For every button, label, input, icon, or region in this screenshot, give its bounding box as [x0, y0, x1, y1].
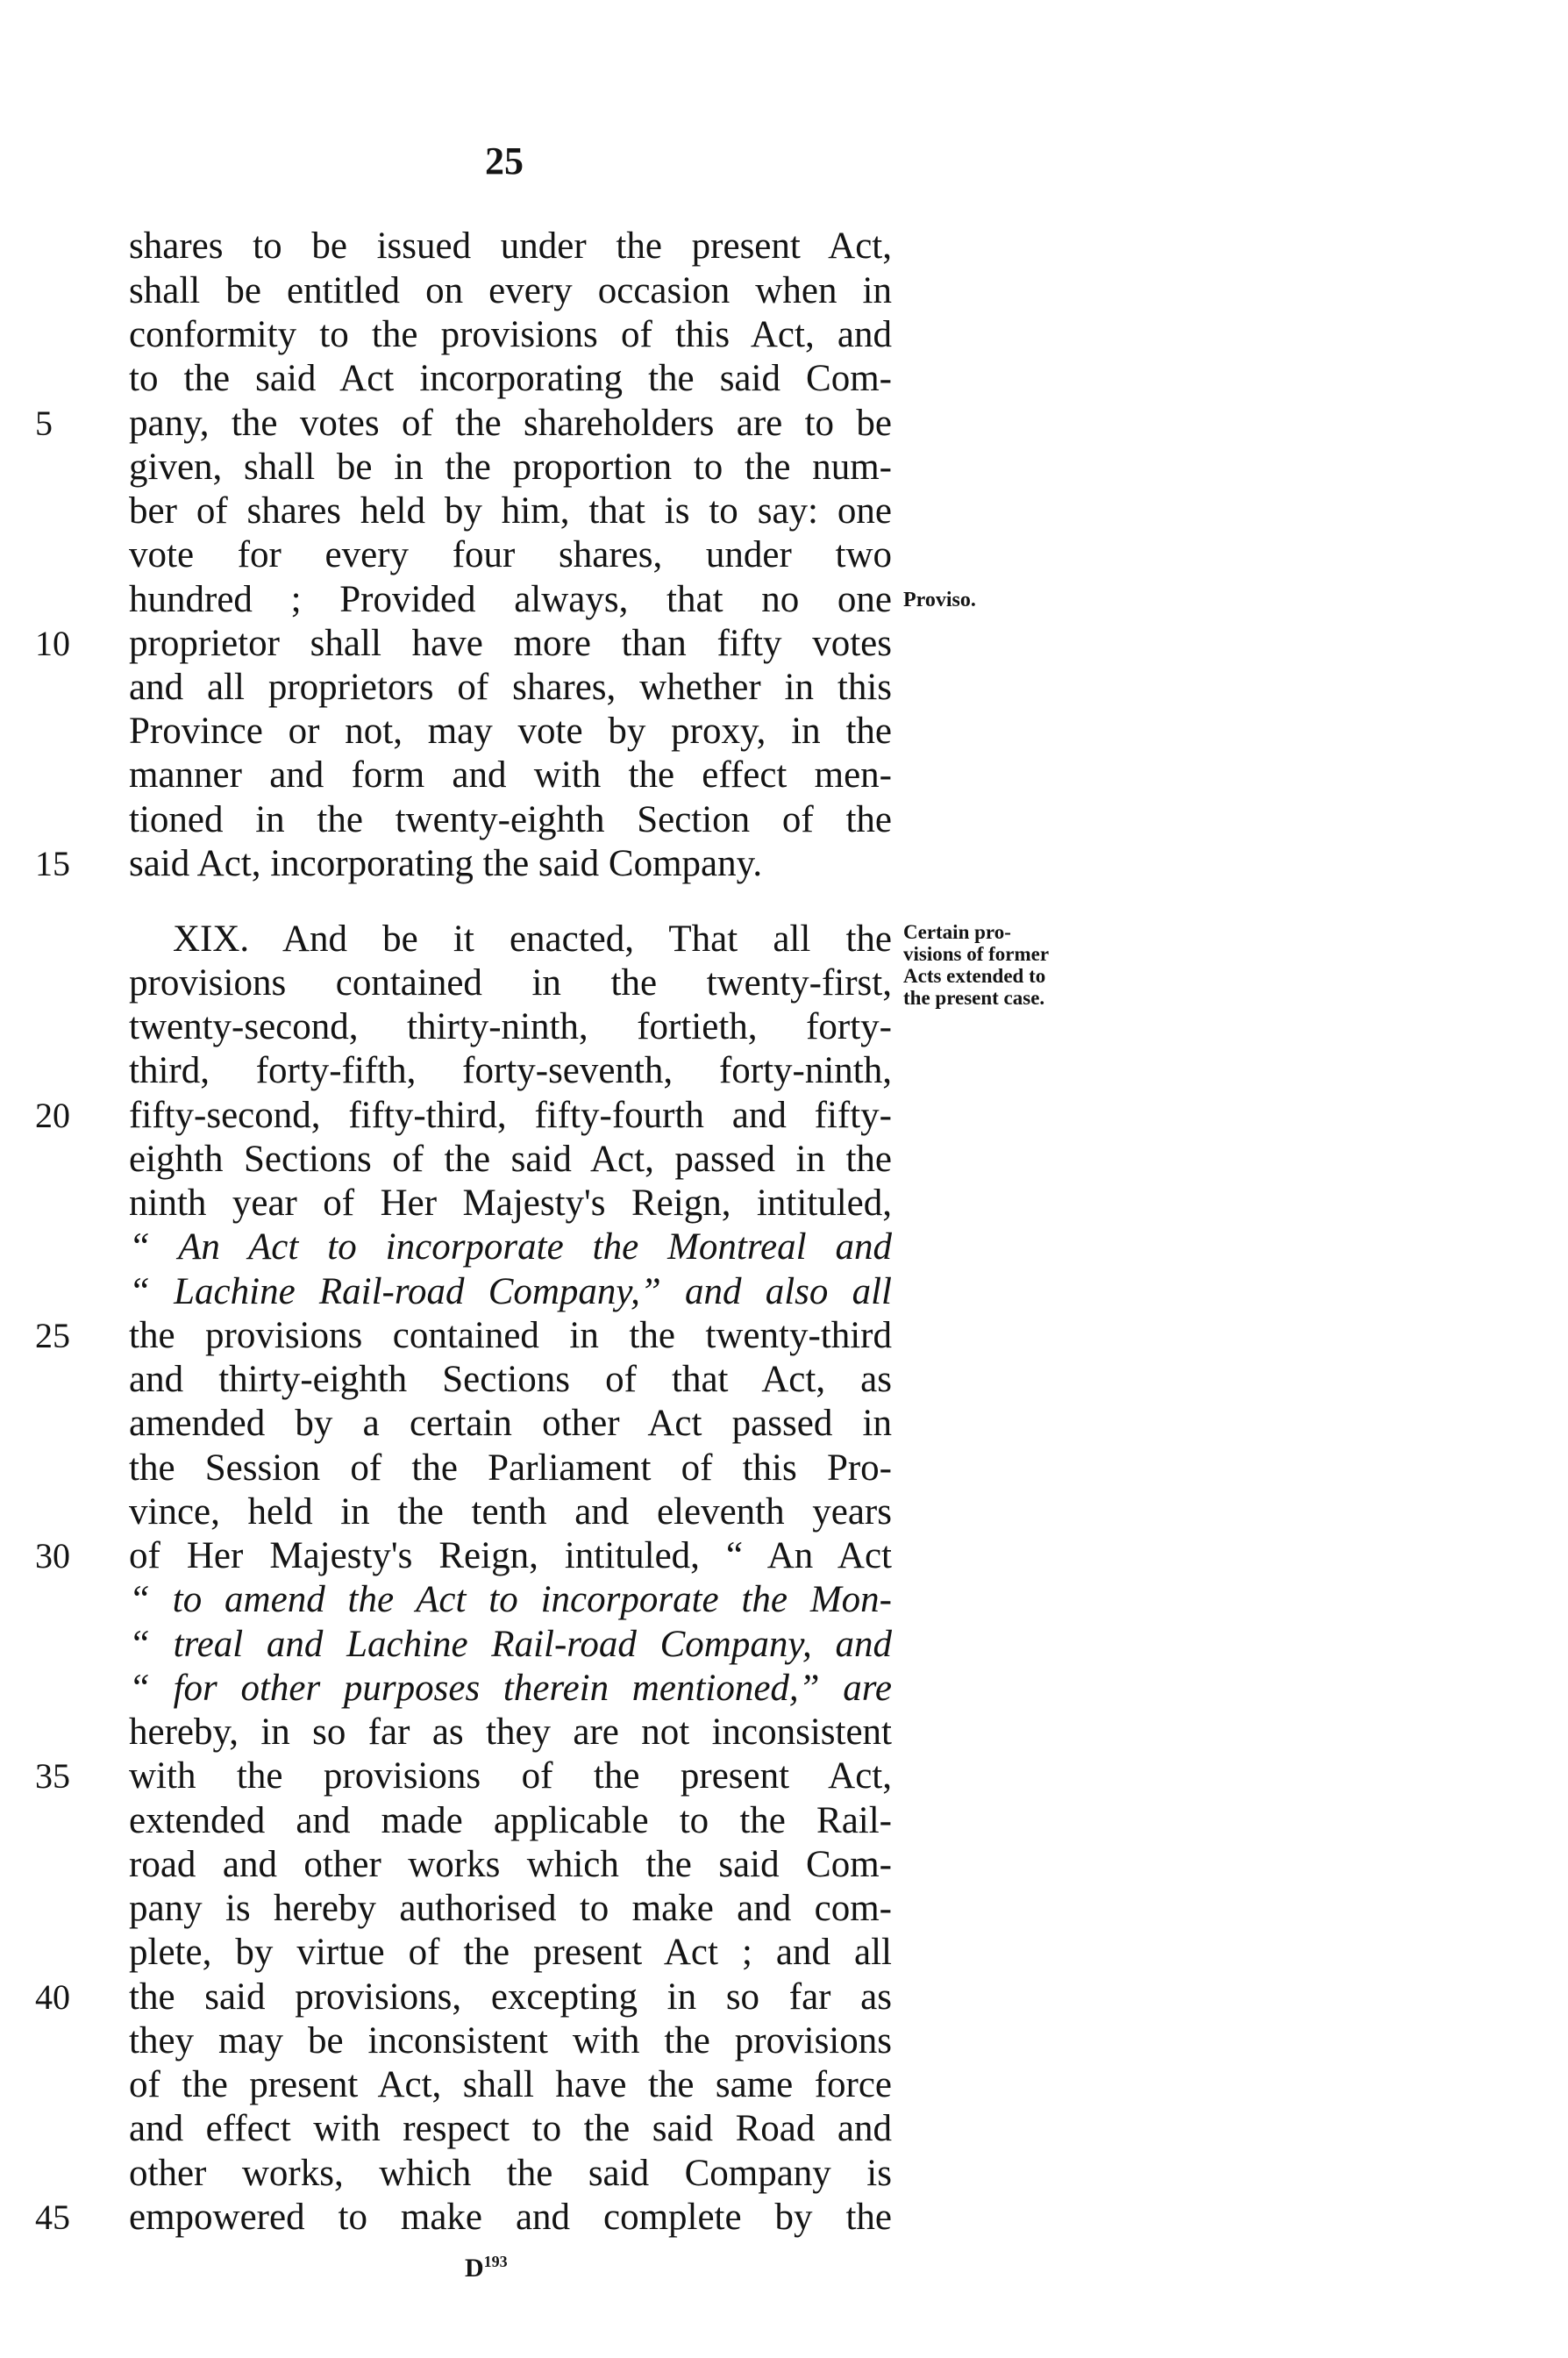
text-line: tioned in the twenty-eighth Section of the [129, 799, 892, 840]
line-number: 5 [35, 404, 53, 443]
text-line: other works, which the said Company is [129, 2153, 892, 2194]
signature-mark [465, 2253, 508, 2283]
text-line: pany is hereby authorised to make and com- [129, 1888, 892, 1929]
line-number: 10 [35, 624, 70, 663]
text-line: of the present Act, shall have the same force [129, 2064, 892, 2105]
margin-note-proviso: Proviso. [903, 589, 976, 611]
text-line: said Act, incorporating the said Company. [129, 843, 763, 884]
text-line: the said provisions, excepting in so far as [129, 1976, 892, 2018]
text-line: hundred ; Provided always, that no one [129, 579, 892, 620]
line-number: 30 [35, 1536, 70, 1576]
text-line: amended by a certain other Act passed in [129, 1403, 892, 1444]
text-line: ber of shares held by him, that is to say: one [129, 490, 892, 532]
text-line: extended and made applicable to the Rail- [129, 1800, 892, 1841]
text-line: fifty-second, fifty-third, fifty-fourth and fifty- [129, 1095, 892, 1136]
signature-number: 193 [483, 2253, 508, 2270]
text-line: shares to be issued under the present Act, [129, 225, 892, 267]
text-line: third, forty-fifth, forty-seventh, forty-ninth, [129, 1050, 892, 1091]
text-line: and all proprietors of shares, whether in this [129, 667, 892, 708]
text-line: the provisions contained in the twenty-third [129, 1315, 892, 1356]
text-line: eighth Sections of the said Act, passed in the [129, 1139, 892, 1180]
text-line: vote for every four shares, under two [129, 534, 892, 575]
text-line: “ to amend the Act to incorporate the Mon- [129, 1579, 892, 1620]
text-line: and thirty-eighth Sections of that Act, as [129, 1359, 892, 1400]
line-number: 35 [35, 1756, 70, 1796]
text-line: proprietor shall have more than fifty votes [129, 623, 892, 664]
line-number: 25 [35, 1316, 70, 1355]
text-line: empowered to make and complete by the [129, 2197, 892, 2238]
text-line: of Her Majesty's Reign, intituled, “ An Act [129, 1535, 892, 1576]
text-line: the Session of the Parliament of this Pro- [129, 1447, 892, 1489]
text-line: manner and form and with the effect men- [129, 754, 892, 796]
text-line: and effect with respect to the said Road and [129, 2108, 892, 2149]
line-number: 15 [35, 844, 70, 883]
text-line: ninth year of Her Majesty's Reign, intituled, [129, 1183, 892, 1224]
text-line: “ Lachine Rail-road Company,” and also all [129, 1271, 892, 1312]
text-line: given, shall be in the proportion to the num- [129, 447, 892, 488]
line-number: 45 [35, 2197, 70, 2237]
text-line: provisions contained in the twenty-first, [129, 962, 892, 1004]
line-number: 20 [35, 1096, 70, 1135]
text-line: “ treal and Lachine Rail-road Company, and [129, 1624, 892, 1665]
margin-note-certain-provisions: Certain pro- visions of former Acts extended to the present case. [903, 921, 1049, 1009]
text-line: plete, by virtue of the present Act ; and all [129, 1932, 892, 1973]
section-heading-line: XIX. And be it enacted, That all the [173, 918, 892, 960]
text-line: “ An Act to incorporate the Montreal and [129, 1226, 892, 1268]
signature-letter: D [465, 2254, 484, 2283]
text-line: with the provisions of the present Act, [129, 1755, 892, 1797]
text-line: to the said Act incorporating the said Com- [129, 358, 892, 399]
text-line: Province or not, may vote by proxy, in the [129, 711, 892, 752]
text-line: pany, the votes of the shareholders are to be [129, 403, 892, 444]
text-line: road and other works which the said Com- [129, 1844, 892, 1885]
text-line: “ for other purposes therein mentioned,” are [129, 1668, 892, 1709]
page-number: 25 [485, 139, 524, 182]
line-number: 40 [35, 1977, 70, 2017]
text-line: shall be entitled on every occasion when in [129, 270, 892, 311]
text-line: twenty-second, thirty-ninth, fortieth, forty- [129, 1006, 892, 1047]
text-line: conformity to the provisions of this Act, and [129, 314, 892, 355]
text-line: they may be inconsistent with the provisions [129, 2020, 892, 2061]
text-line: hereby, in so far as they are not inconsistent [129, 1711, 892, 1753]
text-line: vince, held in the tenth and eleventh years [129, 1491, 892, 1533]
